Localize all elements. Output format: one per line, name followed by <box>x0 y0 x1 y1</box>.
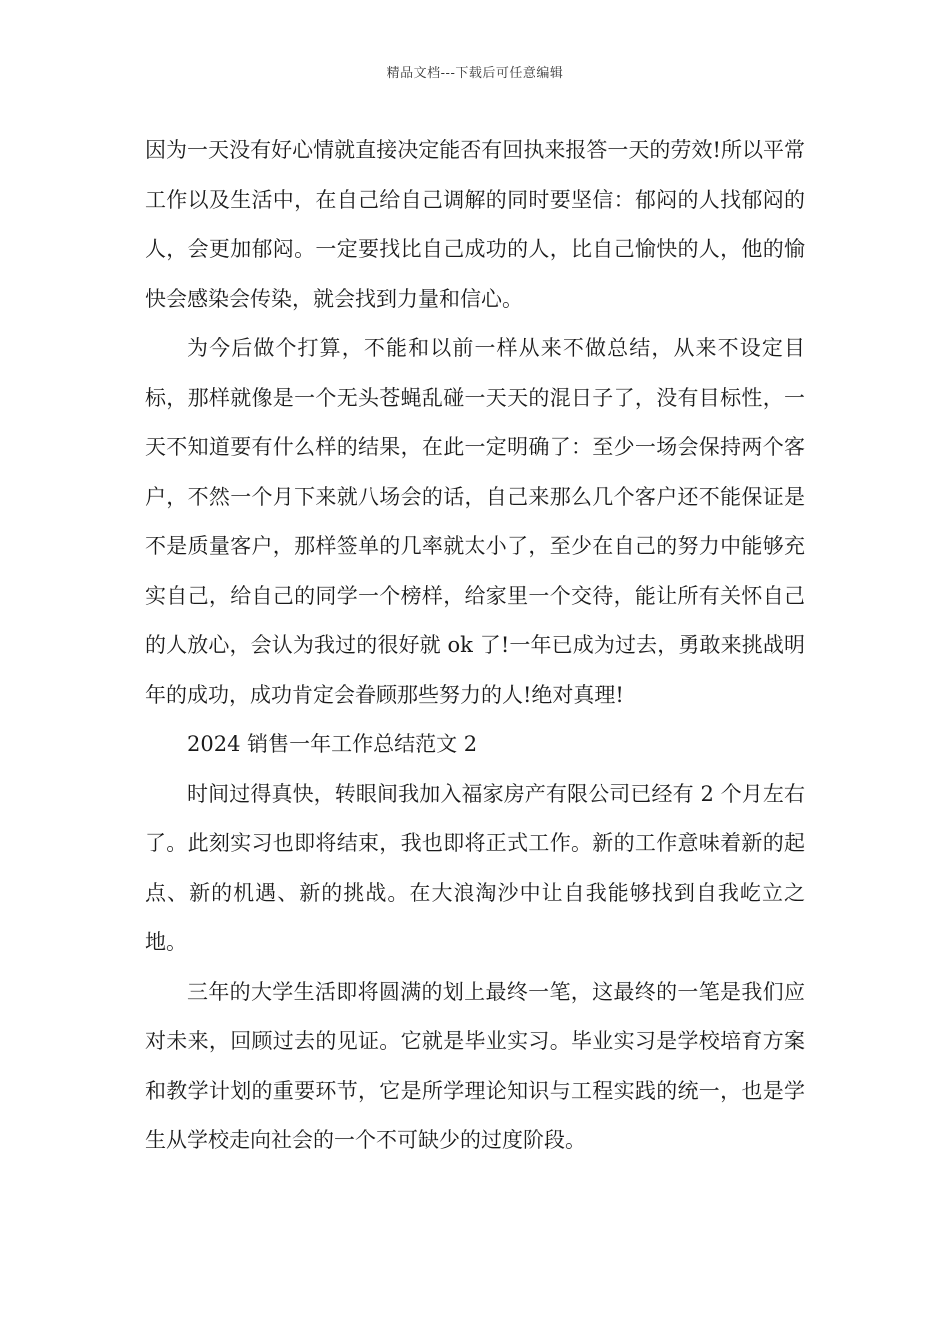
paragraph-continuation: 因为一天没有好心情就直接决定能否有回执来报答一天的劳效!所以平常工作以及生活中，在自己给自己调解的同时要坚信：郁闷的人找郁闷的人，会更加郁闷。一定要找比自己成功的人，比自己愉快的人，他的愉快会感染会传染，就会找到力量和信心。 <box>145 138 805 311</box>
paragraph-plan: 为今后做个打算，不能和以前一样从来不做总结，从来不设定目标，那样就像是一个无头苍蝇乱碰一天天的混日子了，没有目标性，一天不知道要有什么样的结果，在此一定明确了：至少一场会保持两个客户，不然一个月下来就八场会的话，自己来那么几个客户还不能保证是不是质量客户，那样签单的几率就太小了，至少在自己的努力中能够充实自己，给自己的同学一个榜样，给家里一个交待，能让所有关怀自己的人放心，会认为我过的很好就 ok 了!一年已成为过去，勇敢来挑战明年的成功，成功肯定会眷顾那些努力的人!绝对真理! <box>145 336 805 707</box>
paragraph-internship: 三年的大学生活即将圆满的划上最终一笔，这最终的一笔是我们应对未来，回顾过去的见证。它就是毕业实习。毕业实习是学校培育方案和教学计划的重要环节，它是所学理论知识与工程实践的统一，也是学生从学校走向社会的一个不可缺少的过度阶段。 <box>145 979 805 1152</box>
paragraph-intro: 时间过得真快，转眼间我加入福家房产有限公司已经有 2 个月左右了。此刻实习也即将结束，我也即将正式工作。新的工作意味着新的起点、新的机遇、新的挑战。在大浪淘沙中让自我能够找到自我屹立之地。 <box>145 781 805 954</box>
document-body <box>145 126 805 1166</box>
page-header: 精品文档---下载后可任意编辑 <box>386 66 564 81</box>
section-heading: 2024 销售一年工作总结范文 2 <box>187 732 478 756</box>
